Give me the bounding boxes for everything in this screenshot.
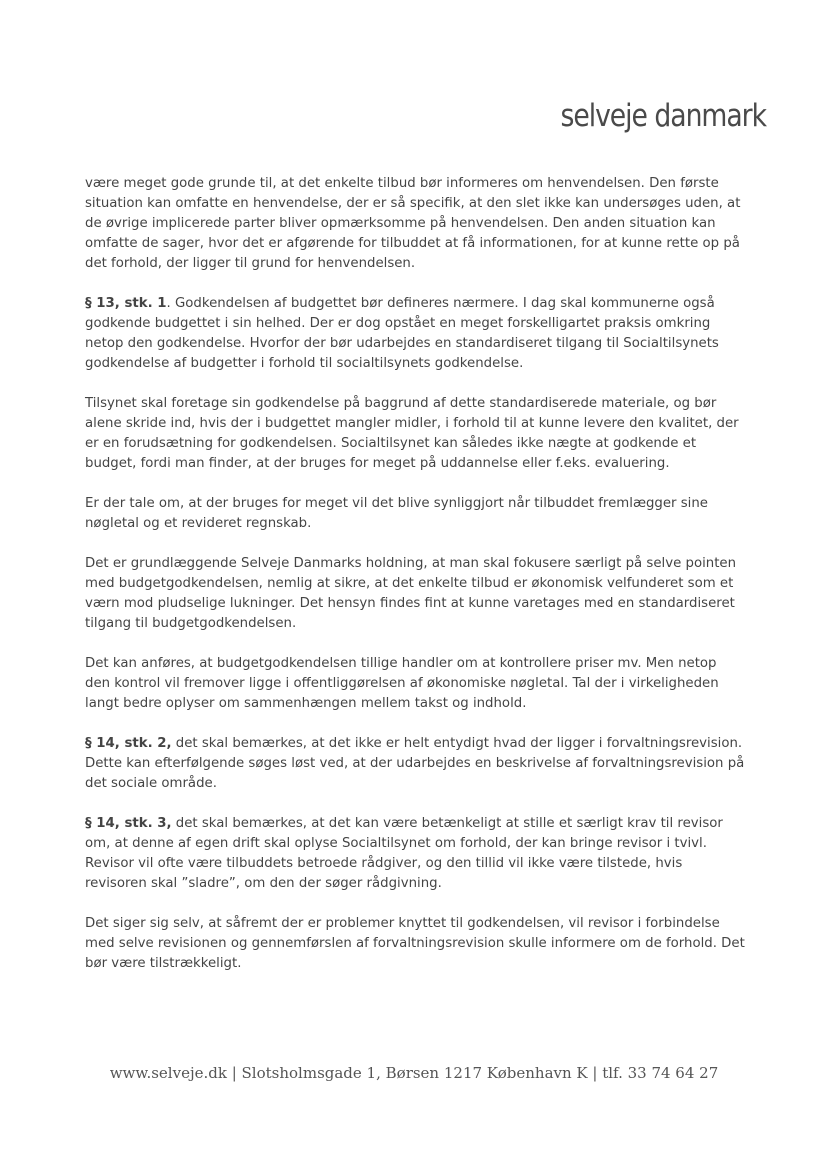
footer-contact: www.selveje.dk | Slotsholmsgade 1, Børsen 1217 København K | tlf. 33 74 64 27 [109, 1064, 719, 1082]
document-body [85, 174, 745, 994]
paragraph [85, 654, 745, 714]
paragraph-text: være meget gode grunde til, at det enkelte tilbud bør informeres om henvendelsen. Den første situation kan omfatte en henvendelse, der er så specifik, at den slet ikke kan undersøges uden, at de øvrige implicerede parter bliver opmærksomme på henvendelsen. Den anden situation kan omfatte de sager, hvor det er afgørende for tilbuddet at få informationen, for at kunne rette op på det forhold, der ligger til grund for henvendelsen. [85, 176, 741, 271]
paragraph [85, 394, 745, 474]
paragraph [85, 814, 745, 894]
paragraph [85, 554, 745, 634]
paragraph-text: Tilsynet skal foretage sin godkendelse på baggrund af dette standardiserede materiale, og bør alene skride ind, hvis der i budgettet mangler midler, i forhold til at kunne levere den kvalitet, der er en forudsætning for godkendelsen. Socialtilsynet kan således ikke nægte at godkende et budget, fordi man finder, at der bruges for meget på uddannelse eller f.eks. evaluering. [85, 396, 739, 471]
paragraph [85, 494, 745, 534]
paragraph [85, 294, 745, 374]
paragraph-reference: § 13, stk. 1 [85, 296, 167, 311]
logo: selveje danmark [560, 98, 766, 134]
paragraph-text: . Godkendelsen af budgettet bør defineres nærmere. I dag skal kommunerne også godkende budgettet i sin helhed. Der er dog opstået en meget forskelligartet praksis omkring netop den godkendelse. Hvorfor der bør udarbejdes en standardiseret tilgang til Socialtilsynets godkendelse af budgetter i forhold til socialtilsynets godkendelse. [85, 296, 719, 371]
paragraph [85, 734, 745, 794]
paragraph-text: Er der tale om, at der bruges for meget vil det blive synliggjort når tilbuddet fremlægger sine nøgletal og et revideret regnskab. [85, 496, 708, 531]
paragraph [85, 174, 745, 274]
paragraph [85, 914, 745, 974]
paragraph-text: Det kan anføres, at budgetgodkendelsen tillige handler om at kontrollere priser mv. Men netop den kontrol vil fremover ligge i offentliggørelsen af økonomiske nøgletal. Tal der i virkeligheden langt bedre oplyser om sammenhængen mellem takst og indhold. [85, 656, 719, 711]
paragraph-text: det skal bemærkes, at det kan være betænkeligt at stille et særligt krav til revisor om, at denne af egen drift skal oplyse Socialtilsynet om forhold, der kan bringe revisor i tvivl. Revisor vil ofte være tilbuddets betroede rådgiver, og den tillid vil ikke være tilstede, hvis revisoren skal ”sladre”, om den der søger rådgivning. [85, 816, 723, 891]
paragraph-text: det skal bemærkes, at det ikke er helt entydigt hvad der ligger i forvaltningsrevision. Dette kan efterfølgende søges løst ved, at der udarbejdes en beskrivelse af forvaltningsrevision på det sociale område. [85, 736, 745, 791]
paragraph-text: Det er grundlæggende Selveje Danmarks holdning, at man skal fokusere særligt på selve pointen med budgetgodkendelsen, nemlig at sikre, at det enkelte tilbud er økonomisk velfunderet som et værn mod pludselige lukninger. Det hensyn findes fint at kunne varetages med en standardiseret tilgang til budgetgodkendelsen. [85, 556, 737, 631]
paragraph-reference: § 14, stk. 2, [85, 736, 172, 751]
paragraph-reference: § 14, stk. 3, [85, 816, 172, 831]
paragraph-text: Det siger sig selv, at såfremt der er problemer knyttet til godkendelsen, vil revisor i forbindelse med selve revisionen og gennemførslen af forvaltningsrevision skulle informere om de forhold. Det bør være tilstrækkeligt. [85, 916, 745, 971]
